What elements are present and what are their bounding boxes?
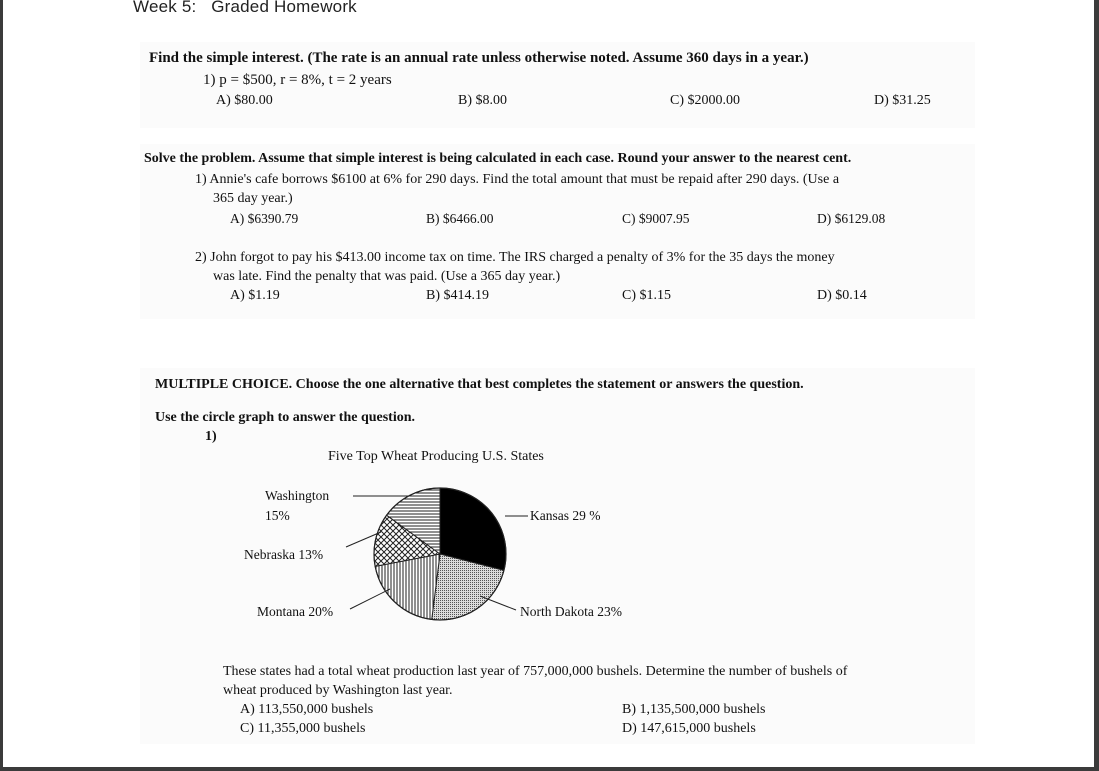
- choice-d[interactable]: D) $6129.08: [817, 211, 886, 226]
- choice-b[interactable]: B) $8.00: [458, 93, 507, 108]
- label-nebraska: Nebraska 13%: [244, 547, 324, 562]
- leader-line-montana: [350, 589, 390, 609]
- question-line: 1) Annie's cafe borrows $6100 at 6% for 290 days. Find the total amount that must be repaid after 290 days. (Use a: [195, 172, 840, 187]
- question-line: These states had a total wheat production last year of 757,000,000 bushels. Determine the number of bushels of: [223, 664, 848, 679]
- section2-instructions: Solve the problem. Assume that simple interest is being calculated in each case. Round your answer to the nearest cent.: [144, 151, 852, 166]
- choice-c[interactable]: C) $2000.00: [670, 93, 740, 108]
- choice-a[interactable]: A) $1.19: [230, 288, 280, 303]
- chart-title: Five Top Wheat Producing U.S. States: [328, 449, 544, 464]
- choice-d[interactable]: D) $31.25: [874, 93, 931, 108]
- choice-a[interactable]: A) $80.00: [216, 93, 273, 108]
- choice-b[interactable]: B) $6466.00: [426, 211, 494, 226]
- section1-instructions: Find the simple interest. (The rate is an annual rate unless otherwise noted. Assume 360 days in a year.): [149, 50, 809, 66]
- question-line: was late. Find the penalty that was paid. (Use a 365 day year.): [213, 269, 561, 284]
- label-kansas: Kansas 29 %: [530, 508, 601, 523]
- choice-a[interactable]: A) 113,550,000 bushels: [240, 702, 374, 717]
- question-line: 365 day year.): [213, 191, 293, 206]
- label-washington-percent: 15%: [265, 508, 290, 523]
- section3-subinstructions: Use the circle graph to answer the question.: [155, 410, 416, 425]
- choice-d[interactable]: D) $0.14: [817, 288, 867, 303]
- section3-instructions: MULTIPLE CHOICE. Choose the one alternative that best completes the statement or answers the question.: [155, 377, 804, 392]
- choice-a[interactable]: A) $6390.79: [230, 211, 299, 226]
- choice-c[interactable]: C) 11,355,000 bushels: [240, 721, 366, 736]
- leader-line-north-dakota: [480, 596, 516, 610]
- page-title: Week 5: Graded Homework: [133, 0, 357, 16]
- choice-c[interactable]: C) $9007.95: [622, 211, 690, 226]
- label-montana: Montana 20%: [257, 604, 334, 619]
- label-north-dakota: North Dakota 23%: [520, 604, 622, 619]
- choice-d[interactable]: D) 147,615,000 bushels: [622, 721, 756, 736]
- question-number: 1): [205, 429, 217, 444]
- question-line: 2) John forgot to pay his $413.00 income tax on time. The IRS charged a penalty of 3% for the 35 days the money: [195, 250, 835, 265]
- label-washington: Washington: [265, 488, 330, 503]
- question-prompt: 1) p = $500, r = 8%, t = 2 years: [203, 72, 392, 88]
- question-line: wheat produced by Washington last year.: [223, 683, 453, 698]
- choice-b[interactable]: B) $414.19: [426, 288, 489, 303]
- choice-b[interactable]: B) 1,135,500,000 bushels: [622, 702, 766, 717]
- choice-c[interactable]: C) $1.15: [622, 288, 671, 303]
